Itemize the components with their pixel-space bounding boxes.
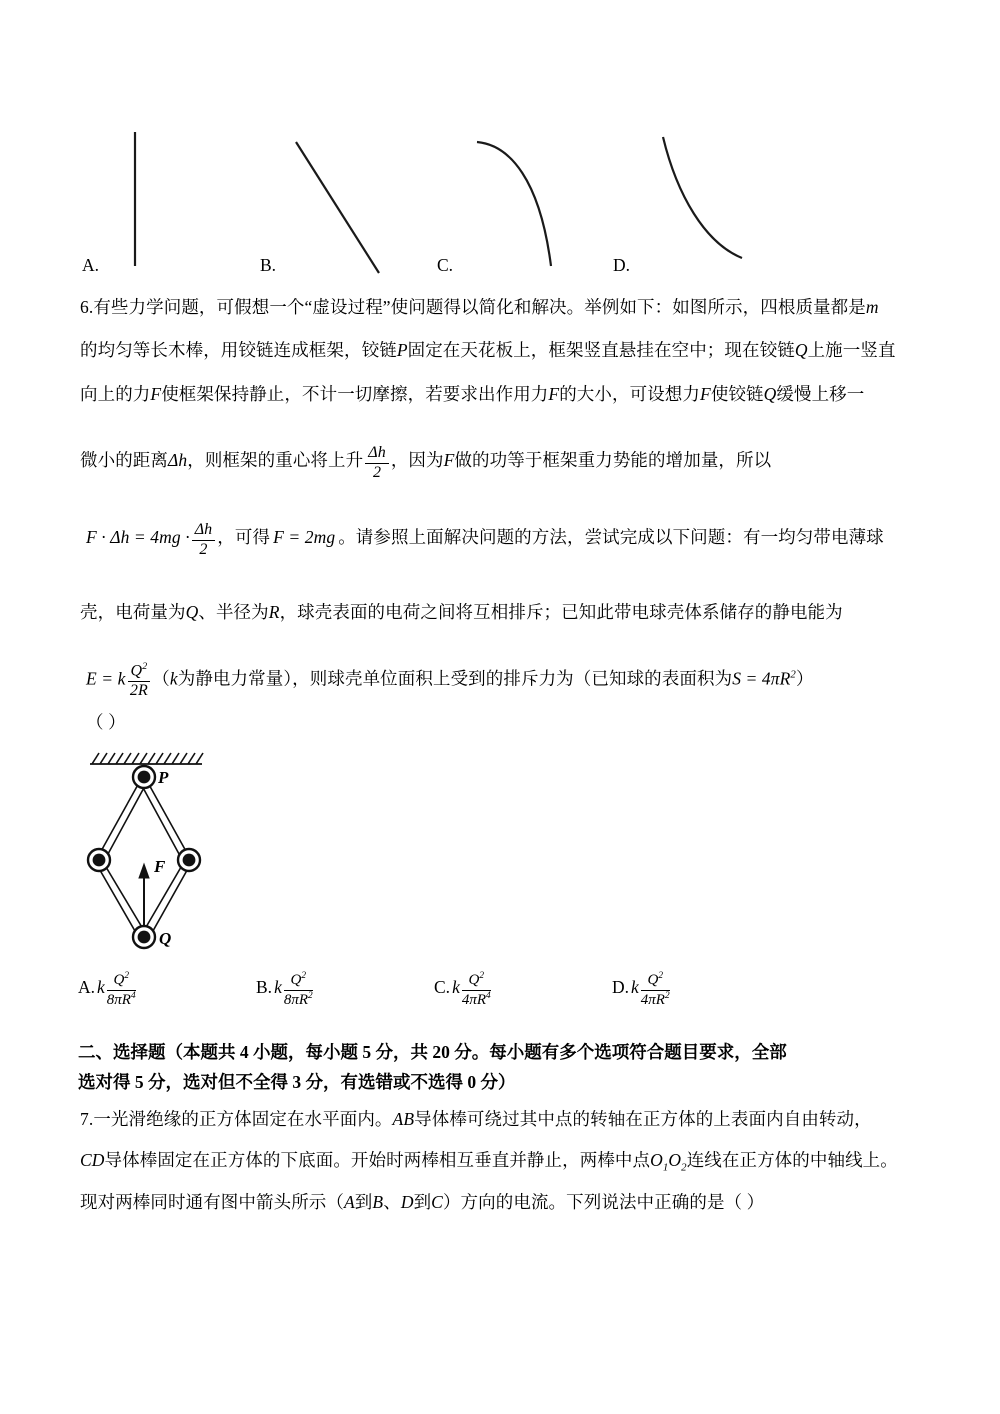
q6-line-5	[86, 522, 884, 559]
hinged-rhombus-frame-figure	[78, 748, 308, 963]
q6-answer-b-den-base: 8πR	[283, 991, 309, 1008]
q6-line4-text-c: ，因为	[390, 449, 444, 470]
q6-line2-var-P: P	[396, 340, 408, 360]
q6-line-1	[80, 297, 879, 318]
hinge-bottom-label-Q: Q	[159, 929, 172, 948]
q7-line3-point-D: D	[400, 1192, 414, 1212]
q6-line2-text-a: 的均匀等长木棒，用铰链连成框架，铰链	[80, 340, 397, 360]
q6-line4-text-d: 做的功等于框架重力势能的增加量，所以	[454, 449, 772, 470]
q6-answer-b-letter: B.	[256, 976, 273, 997]
option-b-label: B.	[260, 255, 277, 275]
q6-line7-surface-exponent: 2	[790, 668, 796, 681]
q6-answer-b-numerator	[284, 972, 313, 991]
q7-line2-text-b: 连线在正方体的中轴线上。	[686, 1150, 898, 1170]
q7-line3-point-A: A	[344, 1192, 355, 1212]
hinge-bottom-Q	[133, 926, 155, 948]
q6-line5-text-b: ，可得	[217, 526, 271, 547]
q6-line1-var-m: m	[865, 297, 879, 317]
q6-line6-text-c: ，球壳表面的电荷之间将互相排斥；已知此带电球壳体系储存的静电能为	[279, 602, 843, 622]
q7-line3-to-1: 到	[354, 1192, 373, 1212]
q6-line6-text-a: 壳，电荷量为	[80, 602, 186, 622]
q7-line-2	[80, 1150, 898, 1175]
q6-line5-equation-a: F · Δh = 4mg ·	[86, 526, 190, 547]
q6-line7-frac-numerator	[128, 662, 151, 682]
force-label-F: F	[154, 857, 166, 876]
ceiling-hatching	[90, 753, 203, 764]
q6-answer-b-num-exponent: 2	[301, 971, 307, 981]
q6-line4-fraction	[365, 445, 389, 482]
q6-answer-b-denominator	[284, 991, 313, 1009]
q6-answer-c-num-base: Q	[468, 972, 480, 988]
q6-answer-a-fraction	[107, 972, 136, 1009]
q6-answer-d-k: k	[631, 976, 639, 997]
q7-line3-separator: 、	[383, 1192, 401, 1212]
q6-answer-a-den-base: 8πR	[106, 991, 131, 1008]
q6-answer-b-fraction	[284, 972, 313, 1009]
option-b-graph-line	[296, 142, 379, 273]
q6-line7-frac-num-base: Q	[130, 662, 143, 680]
q6-line3-text-d: 使铰链	[710, 384, 764, 404]
hinge-top-P	[133, 766, 155, 788]
q7-line3-text-a: 现对两棒同时通有图中箭头所示（	[80, 1192, 344, 1212]
q6-line4-text-b: ，则框架的重心将上升	[187, 449, 364, 470]
q6-answer-d-denominator	[641, 991, 670, 1009]
q6-line7-surface-area: S = 4πR	[732, 668, 791, 689]
q6-line7-var-k: k	[169, 668, 178, 689]
q6-line4-frac-numerator: Δh	[365, 445, 389, 464]
q7-line2-point-O1: O	[650, 1150, 663, 1170]
q6-line-3	[80, 384, 864, 405]
q6-answer-a-den-exponent: 4	[130, 990, 136, 1001]
q6-line7-text-b: 为静电力常量），则球壳单位面积上受到的排斥力为（已知球的表面积为	[177, 668, 733, 689]
q6-line2-text-b: 固定在天花板上，框架竖直悬挂在空中；现在铰链	[407, 340, 795, 360]
q6-line1-text: 6.有些力学问题，可假想一个“虚设过程”使问题得以简化和解决。举例如下：如图所示，四根质量都是	[80, 297, 866, 317]
q6-line5-frac-denominator: 2	[199, 540, 208, 558]
q6-line3-var-Q: Q	[763, 384, 777, 404]
q6-answer-c-fraction	[462, 972, 491, 1009]
q7-line1-text-a: 7.一光滑绝缘的正方体固定在水平面内。	[80, 1109, 393, 1129]
q6-answer-option-a[interactable]	[78, 972, 138, 1009]
q6-answer-b-k: k	[274, 976, 282, 997]
q6-line2-var-Q: Q	[794, 340, 808, 360]
q6-answer-c-numerator	[462, 972, 491, 991]
q6-line-6	[80, 602, 843, 623]
option-a-label: A.	[82, 255, 100, 275]
q6-line5-text-c: 。请参照上面解决问题的方法，尝试完成以下问题：有一均匀带电薄球	[338, 526, 884, 547]
q7-line2-point-O2-sub: 2	[681, 1161, 687, 1174]
q6-answer-a-denominator	[107, 991, 136, 1009]
q6-line-4	[80, 445, 771, 482]
section-2-heading-line-2: 选对得 5 分，选对但不全得 3 分，有选错或不选得 0 分）	[78, 1072, 516, 1092]
q6-line4-frac-denominator: 2	[372, 463, 382, 481]
q6-answer-option-c[interactable]	[434, 972, 493, 1009]
q6-line3-text-e: 缓慢上移一	[776, 384, 865, 404]
q6-line-7	[86, 662, 814, 700]
q6-answer-d-num-exponent: 2	[658, 971, 663, 981]
option-c-graph-curve	[477, 142, 551, 266]
rhombus-frame-svg	[78, 748, 308, 963]
q6-answer-a-num-base: Q	[113, 972, 125, 988]
option-graphs-svg	[0, 0, 1000, 290]
q7-line3-text-b[interactable]: ）方向的电流。下列说法中正确的是（ ）	[442, 1192, 765, 1212]
q6-answer-c-num-exponent: 2	[479, 971, 485, 981]
q7-line1-rod-AB: AB	[392, 1109, 415, 1129]
q7-line3-point-B: B	[372, 1192, 384, 1212]
q6-answer-b-den-exponent: 2	[308, 990, 313, 1001]
q6-line6-var-Q: Q	[185, 602, 199, 622]
q6-answer-c-den-exponent: 4	[486, 990, 491, 1001]
q7-line3-to-2: 到	[413, 1192, 432, 1212]
q6-line5-fraction	[192, 522, 216, 559]
q6-answer-a-k: k	[97, 976, 105, 997]
q6-line7-text-a: （	[152, 668, 170, 689]
option-graphs-group	[0, 0, 1000, 290]
q6-line7-frac-num-exponent: 2	[142, 661, 148, 672]
q6-answer-a-num-exponent: 2	[124, 971, 129, 981]
q6-answer-d-letter: D.	[612, 976, 630, 997]
q7-line2-text-a: 导体棒固定在正方体的下底面。开始时两棒相互垂直并静止，两棒中点	[104, 1150, 651, 1170]
section-2-heading-line-1: 二、选择题（本题共 4 小题，每小题 5 分，共 20 分。每小题有多个选项符合题目要求，全部	[78, 1042, 787, 1062]
hinge-right	[178, 849, 200, 871]
q6-line7-fraction	[128, 662, 151, 700]
q7-line2-rod-CD: CD	[80, 1150, 105, 1170]
hinge-top-label-P: P	[158, 768, 169, 787]
q6-line7-text-c: ）	[795, 668, 814, 689]
q7-line1-text-b: 导体棒可绕过其中点的转轴在正方体的上表面内自由转动，	[414, 1109, 872, 1129]
q6-line3-text-b: 使框架保持静止，不计一切摩擦，若要求出作用力	[161, 384, 549, 404]
q6-line4-var-dh: Δh	[168, 449, 188, 470]
q6-line3-var-F2: F	[548, 384, 560, 404]
option-d-graph-curve	[663, 137, 742, 258]
q6-answer-a-numerator	[107, 972, 136, 991]
q6-line3-var-F1: F	[150, 384, 162, 404]
q7-line3-point-C: C	[431, 1192, 443, 1212]
q6-line5-equation-b: F = 2mg	[273, 526, 336, 547]
q7-line-1	[80, 1109, 872, 1130]
q6-answer-option-b[interactable]	[256, 972, 315, 1009]
q6-answer-option-d[interactable]	[612, 972, 672, 1009]
q6-line4-text-a: 微小的距离	[80, 449, 168, 470]
q6-answer-options	[78, 972, 938, 1024]
q6-line3-text-a: 向上的力	[80, 384, 151, 404]
q6-line3-text-c: 的大小，可设想力	[559, 384, 701, 404]
q6-answer-d-fraction	[641, 972, 670, 1009]
q7-line-3	[80, 1192, 764, 1213]
q6-answer-c-letter: C.	[434, 976, 451, 997]
q6-answer-d-num-base: Q	[647, 972, 659, 988]
hinge-left	[88, 849, 110, 871]
q6-answer-blank[interactable]: （ ）	[86, 712, 126, 732]
option-c-label: C.	[437, 255, 454, 275]
q7-line2-point-O1-sub: 1	[662, 1161, 669, 1174]
q6-answer-d-numerator	[641, 972, 670, 991]
option-d-label: D.	[613, 255, 631, 275]
q6-line6-text-b: 、半径为	[198, 602, 269, 622]
q6-answer-c-k: k	[452, 976, 460, 997]
q6-answer-d-den-base: 4πR	[640, 991, 665, 1008]
q6-line6-var-R: R	[268, 602, 280, 622]
q6-line2-text-c: 上施一竖直	[807, 340, 896, 360]
q6-line7-frac-denominator: 2R	[129, 682, 148, 700]
q7-line2-point-O2: O	[668, 1150, 682, 1170]
q6-answer-c-den-base: 4πR	[461, 991, 487, 1008]
q6-answer-b-num-base: Q	[290, 972, 302, 988]
q6-line7-energy-lhs: E = k	[86, 668, 126, 689]
q6-line4-var-F: F	[443, 449, 455, 470]
q6-line-2	[80, 340, 896, 361]
q6-answer-d-den-exponent: 2	[664, 990, 670, 1001]
q6-answer-a-letter: A.	[78, 976, 96, 997]
q6-line5-frac-numerator: Δh	[192, 522, 216, 541]
q6-line3-var-F3: F	[700, 384, 711, 404]
q6-answer-c-denominator	[462, 991, 491, 1009]
